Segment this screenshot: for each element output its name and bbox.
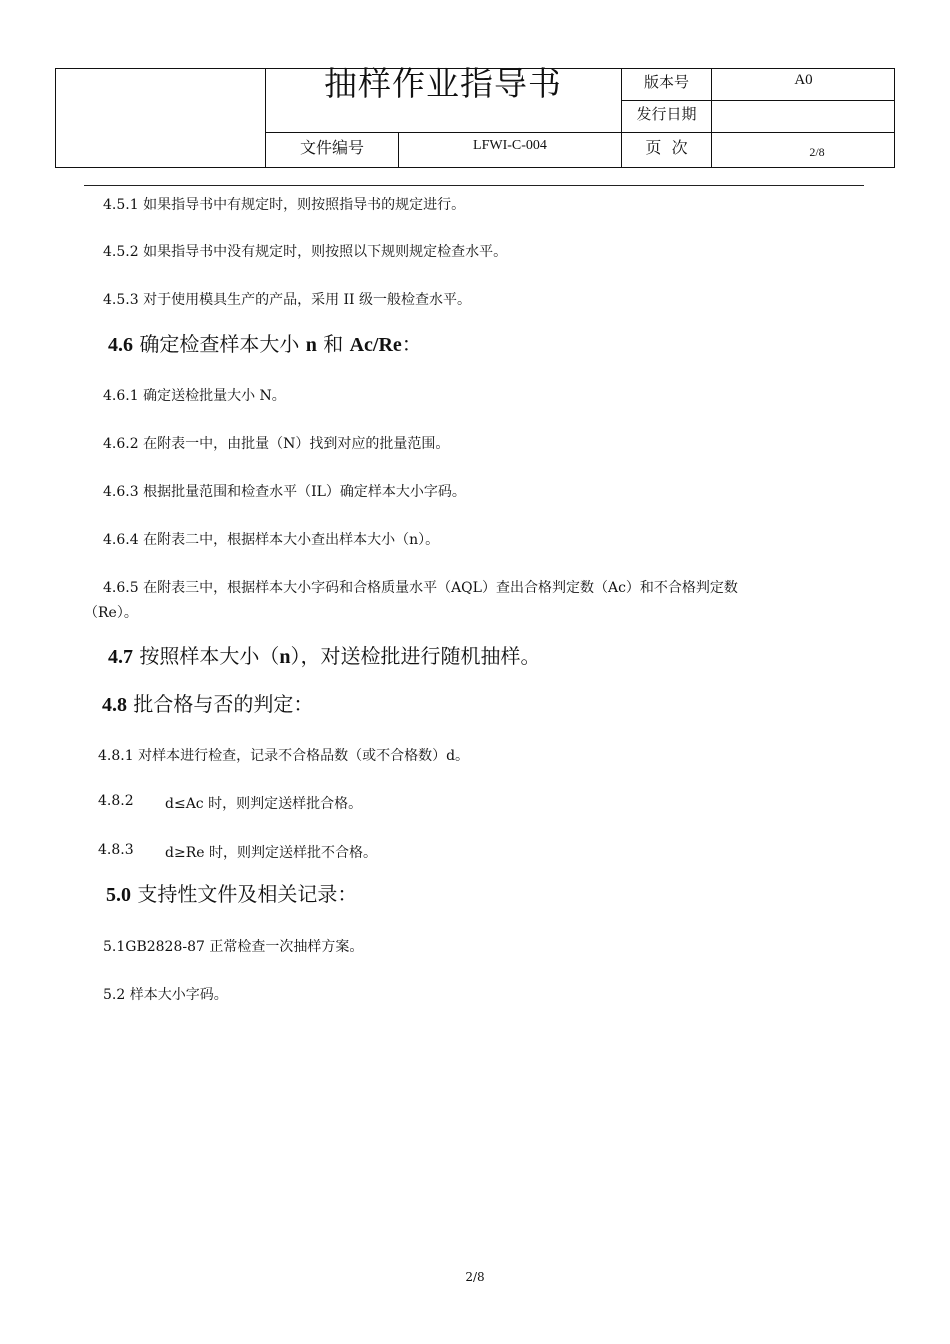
para-4-5-1: 4.5.1 如果指导书中有规定时，则按照指导书的规定进行。 bbox=[103, 197, 466, 213]
heading-4-6-acre: Ac/Re bbox=[349, 334, 402, 356]
para-4-5-2: 4.5.2 如果指导书中没有规定时，则按照以下规则规定检查水平。 bbox=[103, 244, 508, 260]
heading-4-6-n: n bbox=[305, 334, 317, 356]
heading-4-6-end: ： bbox=[401, 332, 422, 356]
para-4-6-5-line1: 4.6.5 在附表三中，根据样本大小字码和合格质量水平（AQL）查出合格判定数（Ac）和不合格判定数 bbox=[103, 580, 738, 596]
heading-4-8 bbox=[102, 688, 313, 717]
para-4-8-2-text: d≤Ac 时，则判定送样批合格。 bbox=[165, 796, 363, 812]
heading-4-7-number: 4.7 bbox=[108, 646, 133, 668]
heading-5-0-number: 5.0 bbox=[106, 884, 131, 906]
issue-date-label: 发行日期 bbox=[636, 105, 697, 123]
para-4-8-2-number: 4.8.2 bbox=[98, 793, 134, 809]
heading-4-6-number: 4.6 bbox=[108, 334, 133, 356]
para-4-6-2: 4.6.2 在附表一中，由批量（N）找到对应的批量范围。 bbox=[103, 436, 450, 452]
para-5-2: 5.2 样本大小字码。 bbox=[103, 987, 228, 1003]
document-title: 抽样作业指导书 bbox=[324, 64, 562, 103]
heading-4-6-and: 和 bbox=[323, 332, 344, 356]
heading-4-8-number: 4.8 bbox=[102, 694, 127, 716]
header-row-divider-2 bbox=[621, 132, 895, 133]
heading-5-0 bbox=[106, 878, 357, 907]
heading-4-7-text-2: ），对送检批进行随机抽样。 bbox=[290, 644, 541, 668]
heading-4-8-text: 批合格与否的判定： bbox=[133, 692, 314, 716]
para-4-8-1: 4.8.1 对样本进行检查，记录不合格品数（或不合格数）d。 bbox=[98, 748, 470, 764]
heading-4-7-text-1: 按照样本大小（ bbox=[139, 644, 280, 668]
heading-4-6-text: 确定检查样本大小 bbox=[139, 332, 300, 356]
heading-4-6 bbox=[108, 328, 422, 357]
para-4-6-4: 4.6.4 在附表二中，根据样本大小查出样本大小（n）。 bbox=[103, 532, 440, 548]
header-row-divider-1 bbox=[621, 100, 895, 101]
page-label: 页 次 bbox=[645, 138, 688, 157]
header-rule bbox=[84, 185, 864, 186]
para-5-1: 5.1GB2828-87 正常检查一次抽样方案。 bbox=[103, 939, 364, 955]
heading-4-7 bbox=[108, 640, 540, 669]
doc-no-value: LFWI-C-004 bbox=[473, 138, 547, 153]
page-value: 2/8 bbox=[809, 145, 825, 159]
para-4-6-1: 4.6.1 确定送检批量大小 N。 bbox=[103, 388, 286, 404]
version-value: A0 bbox=[794, 72, 813, 88]
version-label: 版本号 bbox=[643, 73, 689, 91]
para-4-8-3-number: 4.8.3 bbox=[98, 842, 134, 858]
para-4-8-3-text: d≥Re 时，则判定送样批不合格。 bbox=[165, 845, 377, 861]
para-4-6-3: 4.6.3 根据批量范围和检查水平（IL）确定样本大小字码。 bbox=[103, 484, 466, 500]
heading-4-7-n: n bbox=[279, 646, 291, 668]
header-logo-cell bbox=[55, 68, 266, 168]
para-4-5-3: 4.5.3 对于使用模具生产的产品，采用 II 级一般检查水平。 bbox=[103, 292, 472, 308]
footer-page-number: 2/8 bbox=[465, 1270, 485, 1284]
heading-5-0-text: 支持性文件及相关记录： bbox=[137, 882, 358, 906]
para-4-6-5-line2: （Re）。 bbox=[84, 605, 138, 621]
doc-no-label: 文件编号 bbox=[299, 138, 364, 157]
